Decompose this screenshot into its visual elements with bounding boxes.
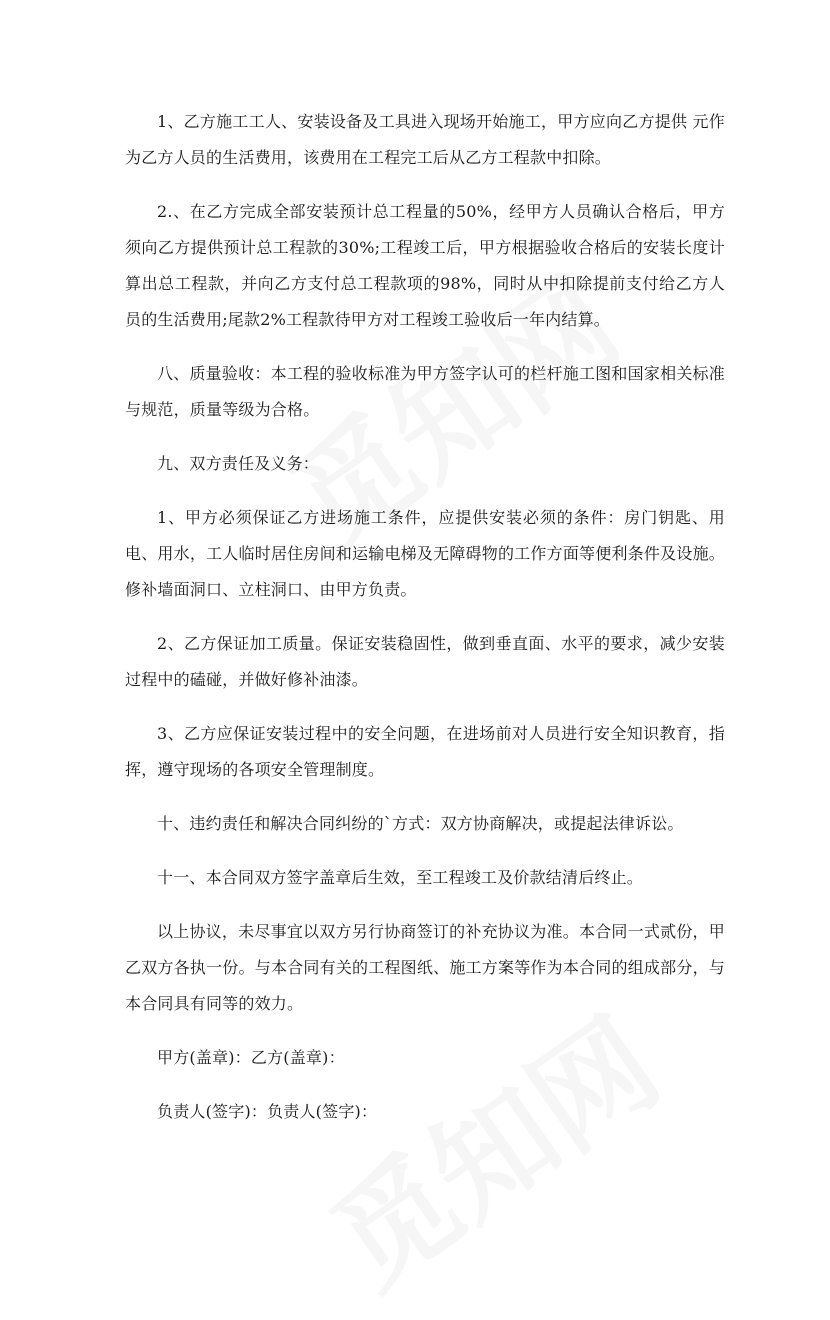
document-body <box>125 104 725 1148</box>
paragraph-processing-quality: 2、乙方保证加工质量。保证安装稳固性，做到垂直面、水平的要求，减少安装过程中的磕碰，并做好修补油漆。 <box>125 634 725 689</box>
heading-responsibilities: 九、双方责任及义务： <box>157 454 320 473</box>
signature-person-line: 负责人(签字)：负责人(签字)： <box>157 1102 378 1121</box>
signature-seal-line: 甲方(盖章)：乙方(盖章)： <box>157 1048 345 1067</box>
paragraph-dispute-resolution: 十、违约责任和解决合同纠纷的`方式：双方协商解决，或提起法律诉讼。 <box>157 814 684 833</box>
paragraph-party-a-duties: 1、甲方必须保证乙方进场施工条件，应提供安装必须的条件：房门钥匙、用电、用水，工人临时居住房间和运输电梯及无障碍物的工作方面等便利条件及设施。修补墙面洞口、立柱洞口、由甲方负责。 <box>125 508 725 599</box>
paragraph-living-expenses: 1、乙方施工工人、安装设备及工具进入现场开始施工，甲方应向乙方提供 元作为乙方人员的生活费用，该费用在工程完工后从乙方工程款中扣除。 <box>125 112 725 167</box>
paragraph-supplementary: 以上协议，未尽事宜以双方另行协商签订的补充协议为准。本合同一式贰份，甲乙双方各执一份。与本合同有关的工程图纸、施工方案等作为本合同的组成部分，与本合同具有同等的效力。 <box>125 922 725 1013</box>
paragraph-quality-acceptance: 八、质量验收：本工程的验收标准为甲方签字认可的栏杆施工图和国家相关标准与规范，质量等级为合格。 <box>125 364 725 419</box>
paragraph-payment-terms: 2.、在乙方完成全部安装预计总工程量的50%，经甲方人员确认合格后，甲方须向乙方提供预计总工程款的30%;工程竣工后，甲方根据验收合格后的安装长度计算出总工程款，并向乙方支付总工程款项的98%，同时从中扣除提前支付给乙方人员的生活费用;尾款2%工程款待甲方对工程竣工验收后一年内结算。 <box>125 202 725 329</box>
paragraph-safety: 3、乙方应保证安装过程中的安全问题，在进场前对人员进行安全知识教育，指挥，遵守现场的各项安全管理制度。 <box>125 724 725 779</box>
paragraph-effective-date: 十一、本合同双方签字盖章后生效，至工程竣工及价款结清后终止。 <box>157 868 644 887</box>
